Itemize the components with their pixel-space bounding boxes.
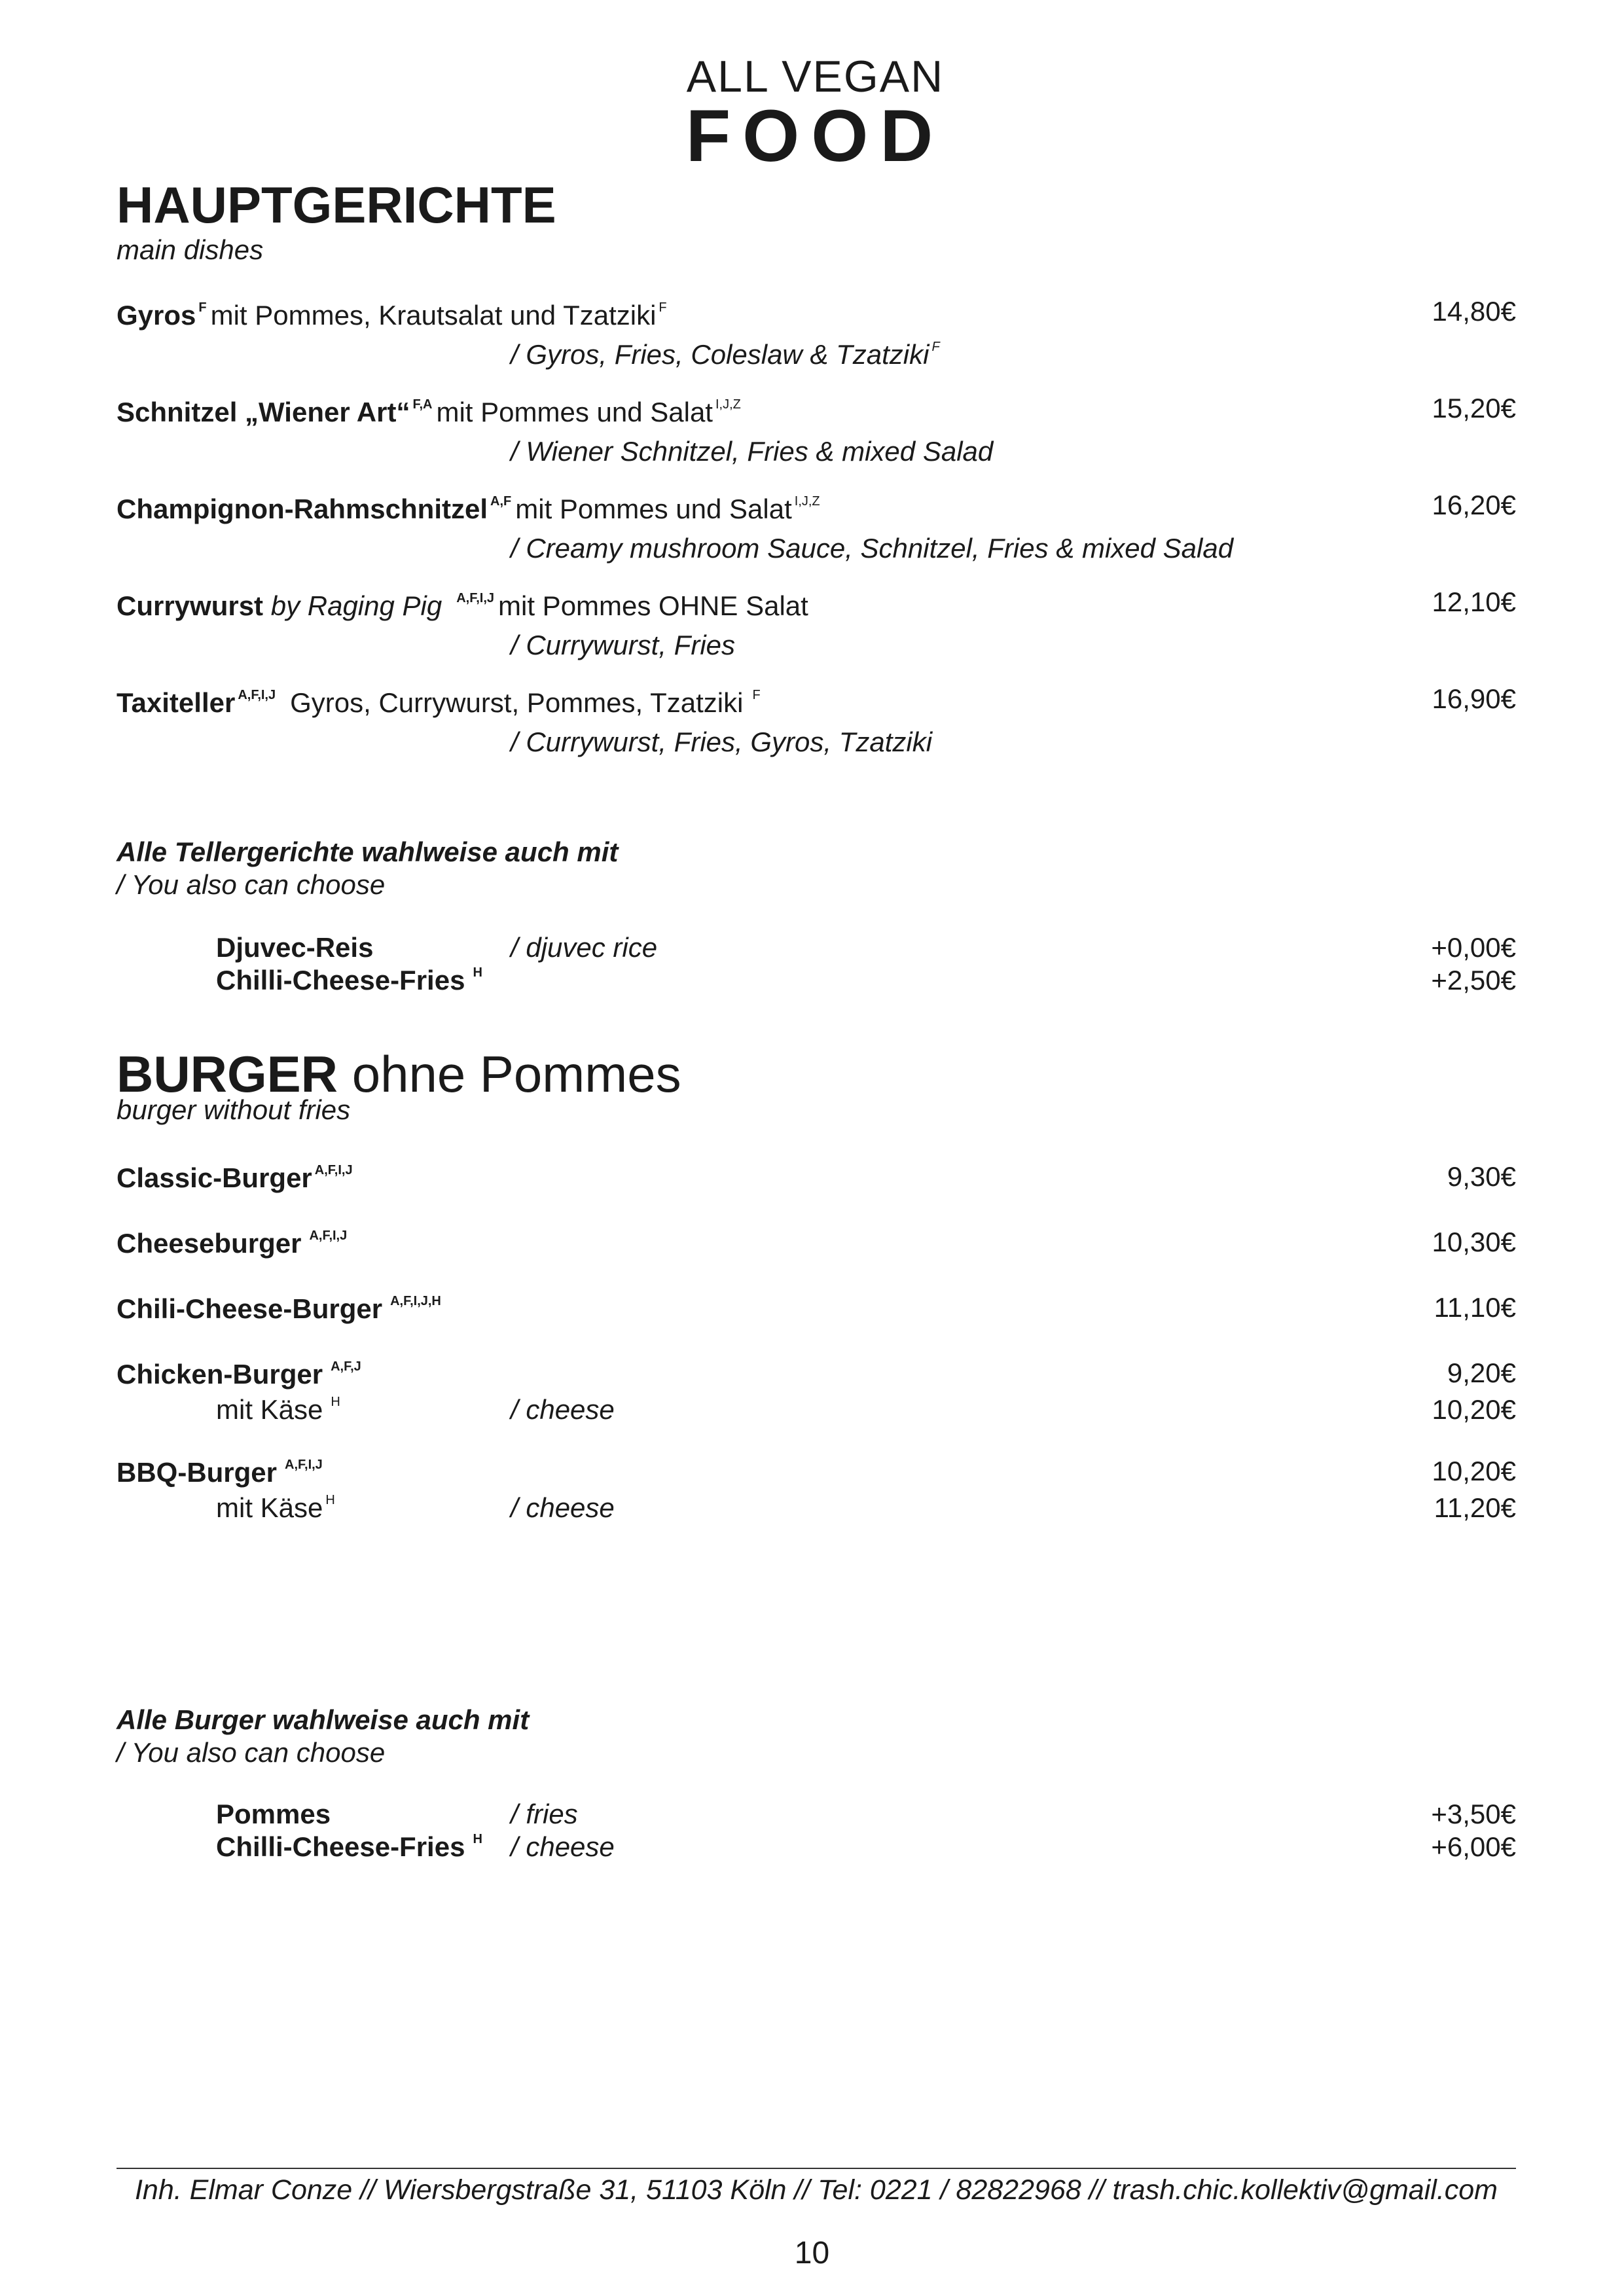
item-translation: / Currywurst, Fries, Gyros, Tzatziki xyxy=(511,726,933,757)
option-translation: / djuvec rice xyxy=(511,932,658,963)
item-translation xyxy=(511,339,944,370)
section-subtitle-main-dishes: main dishes xyxy=(117,234,264,265)
allergen-codes: A,F,I,J,H xyxy=(390,1294,441,1308)
header-all-vegan: ALL VEGAN xyxy=(686,52,945,101)
header-food: FOOD xyxy=(685,95,945,177)
item-price: 16,90€ xyxy=(1432,683,1516,714)
options-heading-main: Alle Tellergerichte wahlweise auch mit xyxy=(117,836,619,867)
menu-item-gyros xyxy=(117,300,671,331)
variant-translation: / cheese xyxy=(511,1394,615,1425)
variant-translation: / cheese xyxy=(511,1492,615,1523)
allergen-codes: A,F,I,J xyxy=(314,1163,353,1177)
item-name: Cheeseburger xyxy=(117,1228,302,1259)
variant-mit-kaese xyxy=(216,1492,339,1524)
allergen-codes: H xyxy=(331,1395,340,1409)
item-price: 10,30€ xyxy=(1432,1227,1516,1257)
option-name: Djuvec-Reis xyxy=(216,932,374,963)
allergen-codes: I,J,Z xyxy=(794,494,820,509)
option-price: +6,00€ xyxy=(1431,1831,1516,1862)
allergen-codes: H xyxy=(473,965,482,980)
item-name: Gyros xyxy=(117,300,196,331)
variant-price: 10,20€ xyxy=(1432,1394,1516,1425)
item-name: Classic-Burger xyxy=(117,1162,312,1193)
option-translation: / cheese xyxy=(511,1831,615,1862)
option-djuvec-reis xyxy=(216,932,373,963)
allergen-codes: F,A xyxy=(412,397,433,412)
item-name: Schnitzel „Wiener Art“ xyxy=(117,397,410,427)
item-name: Taxiteller xyxy=(117,687,236,718)
allergen-codes: I,J,Z xyxy=(715,397,741,412)
item-name-extra: by Raging Pig xyxy=(270,590,442,621)
item-translation: / Currywurst, Fries xyxy=(511,630,736,660)
item-description: Gyros, Currywurst, Pommes, Tzatziki xyxy=(290,687,744,718)
menu-item-bbq-burger xyxy=(117,1457,327,1488)
item-description: mit Pommes, Krautsalat und Tzatziki xyxy=(210,300,657,331)
allergen-codes: F xyxy=(752,688,761,702)
item-price: 9,20€ xyxy=(1447,1357,1516,1388)
option-name: Chilli-Cheese-Fries xyxy=(216,965,465,996)
option-price: +2,50€ xyxy=(1431,965,1516,996)
page-number: 10 xyxy=(794,2236,830,2270)
item-translation: / Wiener Schnitzel, Fries & mixed Salad xyxy=(511,436,994,467)
menu-item-cheeseburger xyxy=(117,1228,351,1259)
variant-name: mit Käse xyxy=(216,1394,323,1425)
variant-name: mit Käse xyxy=(216,1492,323,1523)
menu-item-currywurst xyxy=(117,590,808,622)
menu-item-schnitzel xyxy=(117,397,745,428)
menu-item-champignon-rahmschnitzel xyxy=(117,493,824,525)
variant-mit-kaese xyxy=(216,1394,344,1426)
item-name: Champignon-Rahmschnitzel xyxy=(117,493,488,524)
allergen-codes: F xyxy=(931,340,940,354)
options-subheading-burgers: / You also can choose xyxy=(117,1737,386,1768)
option-name: Pommes xyxy=(216,1799,331,1829)
menu-item-taxiteller xyxy=(117,687,765,719)
option-chilli-cheese-fries xyxy=(216,965,486,996)
footer-divider xyxy=(117,2168,1516,2169)
title-bold: BURGER xyxy=(117,1045,338,1103)
option-translation: / fries xyxy=(511,1799,578,1829)
menu-item-chicken-burger xyxy=(117,1359,365,1390)
item-price: 9,30€ xyxy=(1447,1161,1516,1192)
allergen-codes: A,F,I,J xyxy=(456,591,495,605)
allergen-codes: H xyxy=(473,1832,482,1846)
allergen-codes: A,F xyxy=(490,494,512,509)
section-title-main-dishes: HAUPTGERICHTE xyxy=(117,176,556,234)
allergen-codes: A,F,J xyxy=(331,1359,361,1374)
item-description: mit Pommes OHNE Salat xyxy=(498,590,808,621)
translation-text: / Gyros, Fries, Coleslaw & Tzatziki xyxy=(511,339,929,370)
option-pommes xyxy=(216,1799,331,1830)
item-description: mit Pommes und Salat xyxy=(515,493,792,524)
item-name: Chili-Cheese-Burger xyxy=(117,1293,383,1324)
item-name: Chicken-Burger xyxy=(117,1359,323,1390)
variant-price: 11,20€ xyxy=(1434,1492,1516,1523)
option-name: Chilli-Cheese-Fries xyxy=(216,1831,465,1862)
options-heading-burgers: Alle Burger wahlweise auch mit xyxy=(117,1704,530,1735)
item-name: Currywurst xyxy=(117,590,264,621)
menu-item-classic-burger xyxy=(117,1162,357,1194)
item-price: 12,10€ xyxy=(1432,586,1516,617)
option-price: +0,00€ xyxy=(1431,932,1516,963)
allergen-codes: A,F,I,J xyxy=(238,688,276,702)
menu-item-chili-cheese-burger xyxy=(117,1293,445,1325)
title-rest: ohne Pommes xyxy=(352,1045,681,1103)
item-name: BBQ-Burger xyxy=(117,1457,278,1488)
item-description: mit Pommes und Salat xyxy=(436,397,713,427)
allergen-codes: A,F,I,J xyxy=(285,1458,323,1472)
footer-contact: Inh. Elmar Conze // Wiersbergstraße 31, 51103 Köln // Tel: 0221 / 82822968 // trash.chic.kollektiv@gmail.com xyxy=(134,2174,1498,2206)
allergen-codes: F xyxy=(198,300,207,315)
option-price: +3,50€ xyxy=(1431,1799,1516,1829)
item-price: 11,10€ xyxy=(1434,1292,1516,1323)
item-price: 10,20€ xyxy=(1432,1456,1516,1486)
options-subheading-main: / You also can choose xyxy=(117,869,386,900)
section-subtitle-burgers: burger without fries xyxy=(117,1094,351,1125)
item-price: 15,20€ xyxy=(1432,393,1516,423)
item-translation: / Creamy mushroom Sauce, Schnitzel, Fries & mixed Salad xyxy=(511,533,1234,564)
item-price: 14,80€ xyxy=(1432,296,1516,327)
option-chilli-cheese-fries xyxy=(216,1831,486,1863)
allergen-codes: H xyxy=(325,1493,335,1507)
item-price: 16,20€ xyxy=(1432,490,1516,520)
allergen-codes: A,F,I,J xyxy=(309,1229,348,1243)
allergen-codes: F xyxy=(659,300,667,315)
